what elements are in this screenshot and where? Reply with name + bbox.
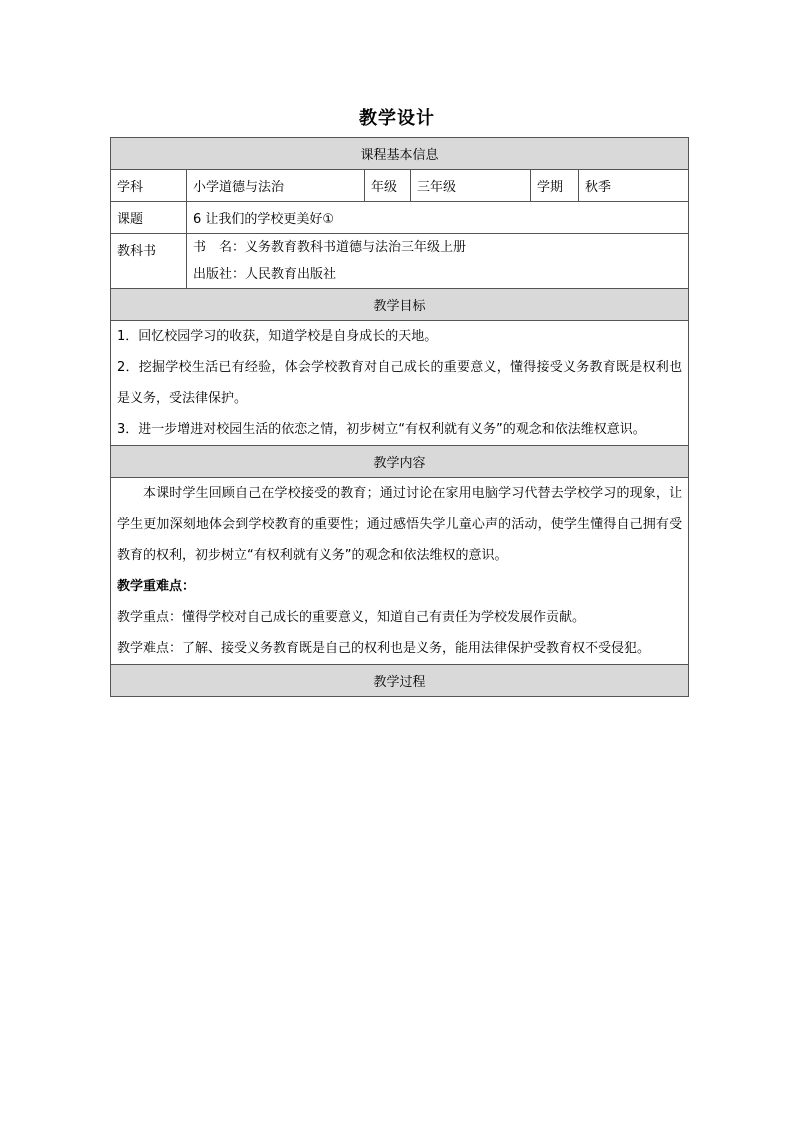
key-difficulty-heading: 教学重难点： [117, 579, 196, 594]
content-paragraph: 本课时学生回顾自己在学校接受的教育；通过讨论在家用电脑学习代替去学校学习的现象，让学生更加深刻地体会到学校教育的重要性；通过感悟失学儿童心声的活动，使学生懂得自己拥有受教育的权利，初步树立“有权利就有义务”的观念和依法维权的意识。 [117, 486, 683, 563]
objective-item: 2．挖掘学校生活已有经验，体会学校教育对自己成长的重要意义，懂得接受义务教育既是权利也是义务，受法律保护。 [117, 360, 683, 406]
section-header-process: 教学过程 [111, 665, 689, 697]
section-header-objectives: 教学目标 [111, 289, 689, 321]
grade-value: 三年级 [411, 170, 531, 202]
objective-item: 1．回忆校园学习的收获，知道学校是自身成长的天地。 [117, 329, 438, 344]
section-header-basic-info: 课程基本信息 [111, 138, 689, 170]
key-point: 教学重点：懂得学校对自己成长的重要意义，知道自己有责任为学校发展作贡献。 [117, 610, 586, 625]
textbook-details [187, 234, 689, 289]
textbook-publisher: 出版社：人民教育出版社 [193, 267, 337, 282]
topic-label: 课题 [111, 202, 187, 234]
difficult-point: 教学难点：了解、接受义务教育既是自己的权利也是义务，能用法律保护受教育权不受侵犯。 [117, 641, 651, 656]
textbook-label: 教科书 [111, 234, 187, 289]
term-label: 学期 [531, 170, 579, 202]
subject-label: 学科 [111, 170, 187, 202]
objectives-list [111, 321, 689, 446]
subject-value: 小学道德与法治 [187, 170, 365, 202]
objective-item: 3．进一步增进对校园生活的依恋之情，初步树立“有权利就有义务”的观念和依法维权意识。 [117, 422, 646, 437]
document-title: 教学设计 [359, 108, 435, 129]
lesson-plan-table [110, 137, 689, 697]
topic-value: 6 让我们的学校更美好① [187, 202, 689, 234]
section-header-content: 教学内容 [111, 446, 689, 478]
term-value: 秋季 [579, 170, 689, 202]
grade-label: 年级 [365, 170, 411, 202]
textbook-name: 书 名：义务教育教科书道德与法治三年级上册 [193, 240, 467, 255]
content-block [111, 478, 689, 665]
